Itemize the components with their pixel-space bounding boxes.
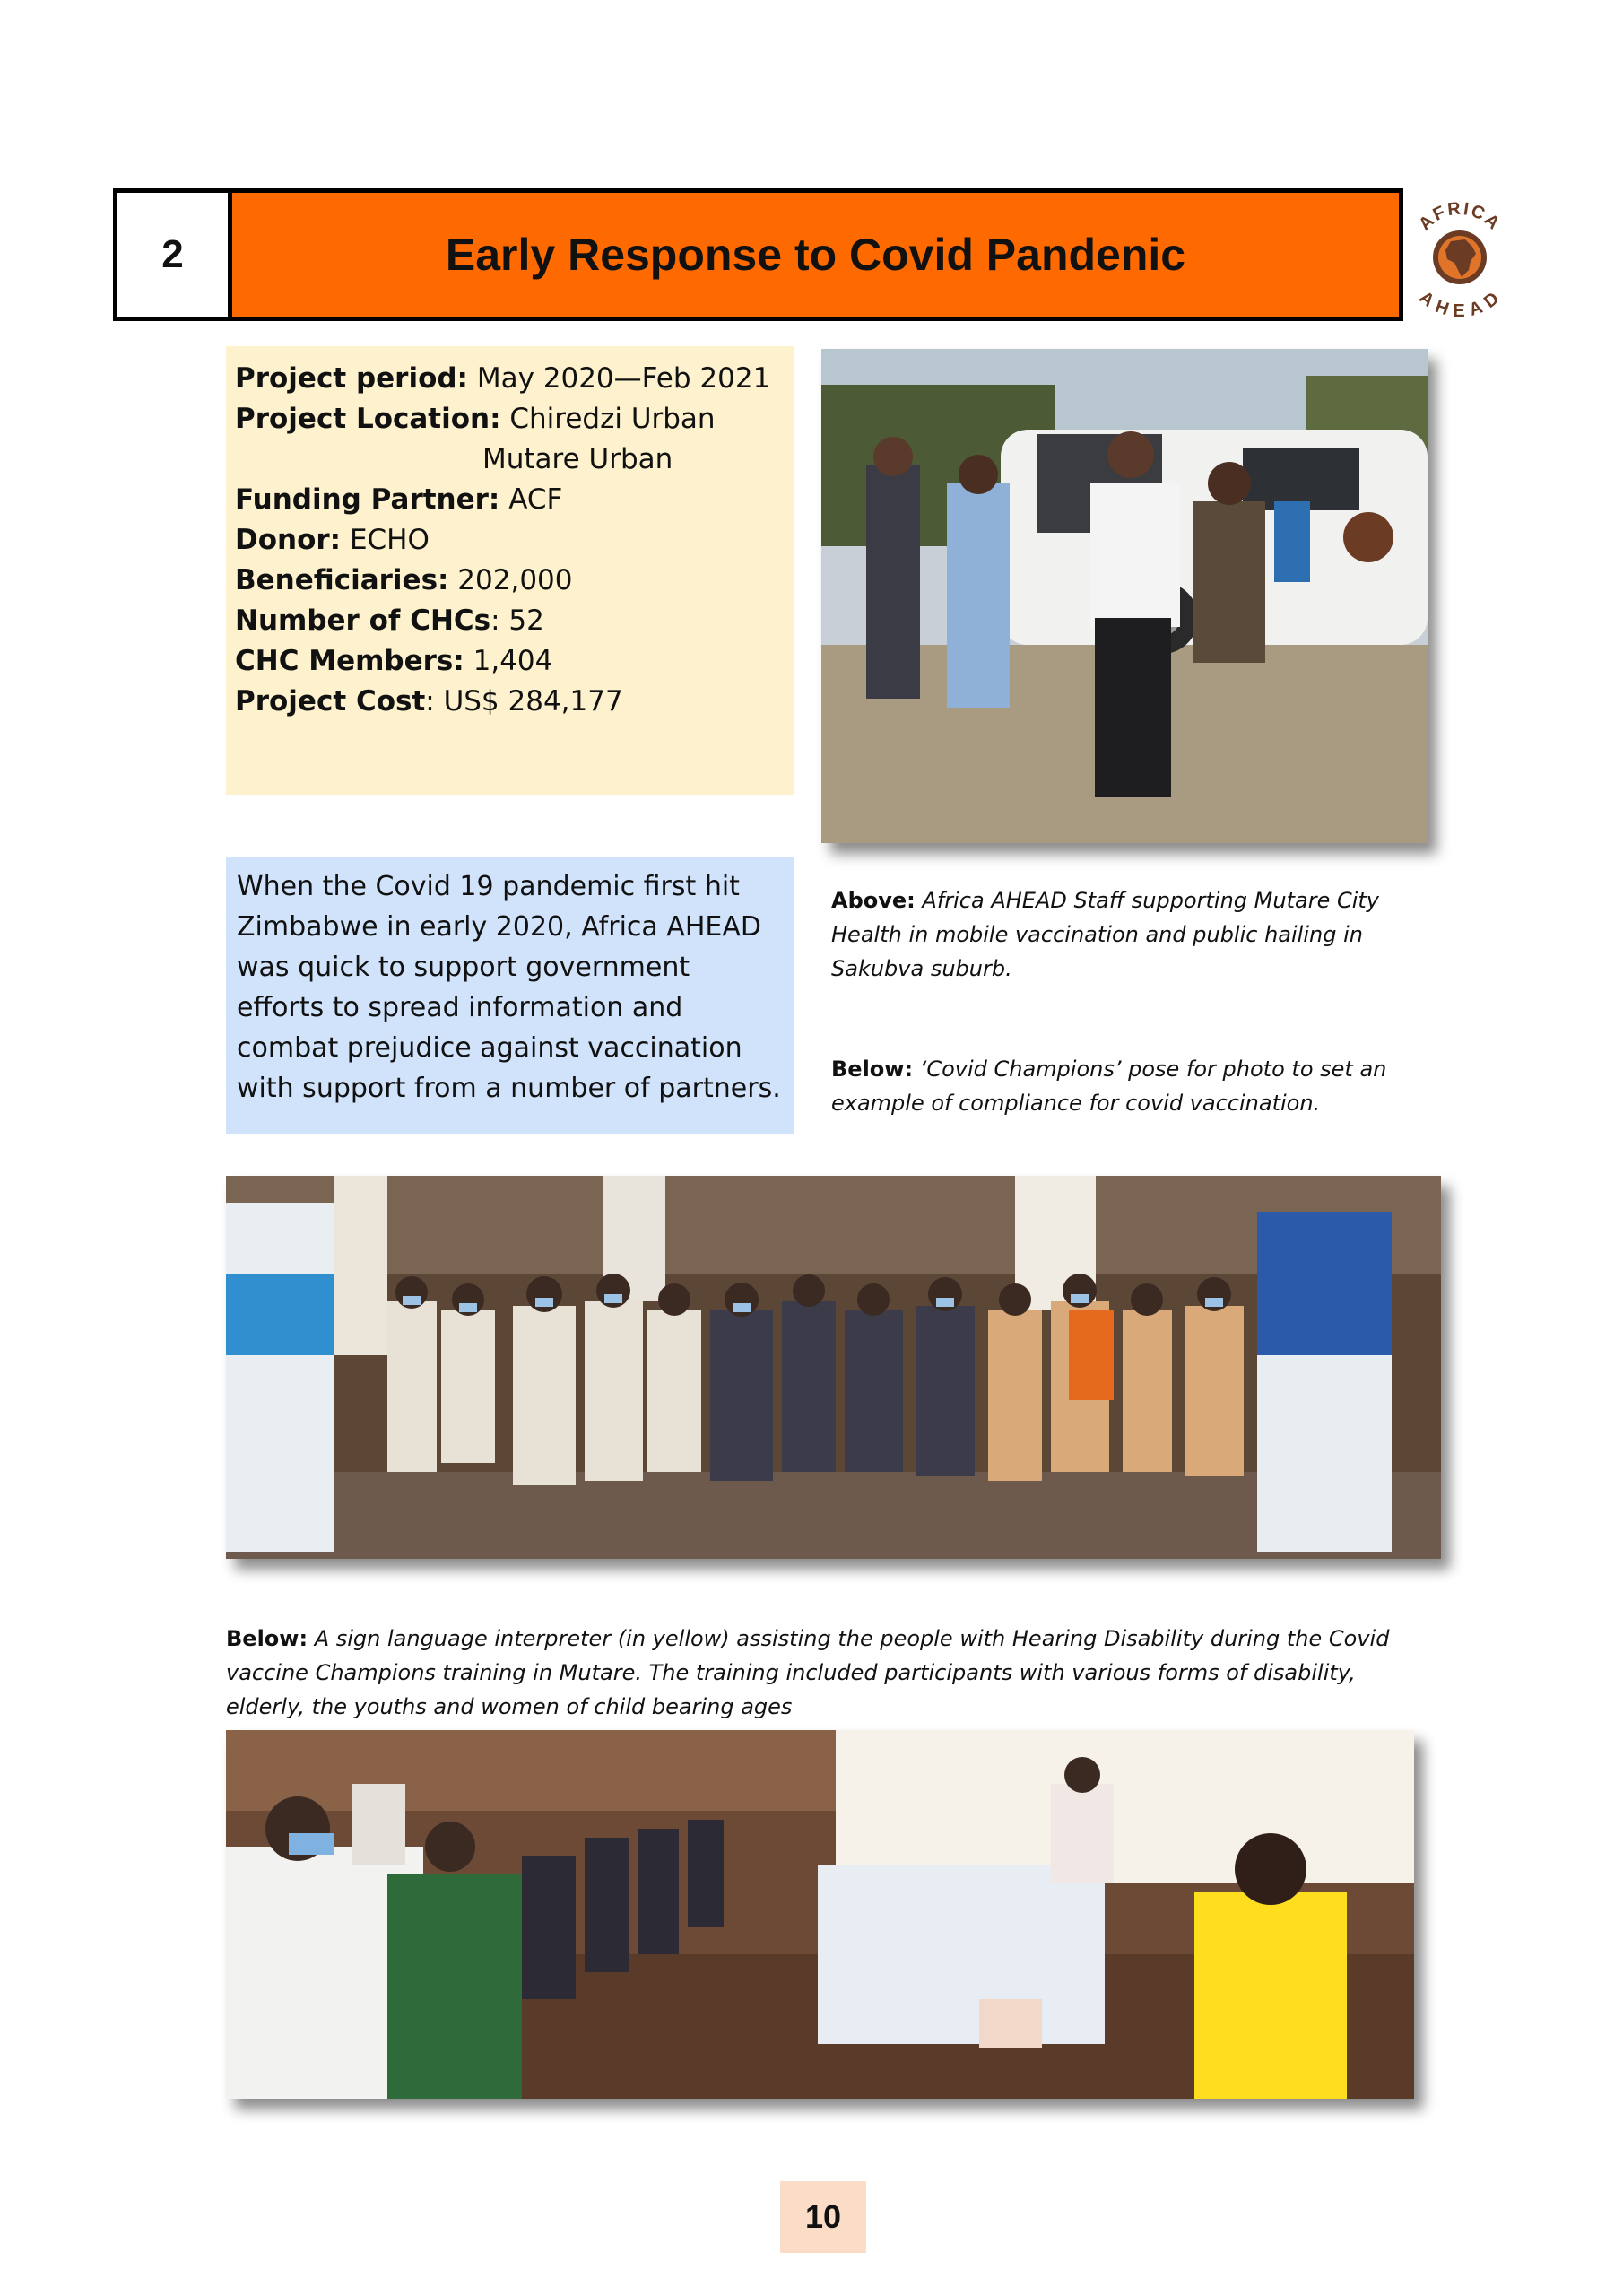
- page-title: Early Response to Covid Pandenic: [228, 188, 1403, 321]
- funding-partner-row: [235, 480, 785, 520]
- project-period-value: May 2020—Feb 2021: [467, 362, 771, 395]
- donor-row: [235, 520, 785, 561]
- caption-below-champions-label: Below:: [831, 1057, 914, 1082]
- chc-members-row: [235, 641, 785, 682]
- project-location-value-2: Mutare Urban: [482, 443, 673, 475]
- project-period-label: Project period:: [235, 362, 468, 395]
- beneficiaries-row: [235, 561, 785, 601]
- caption-above-label: Above:: [831, 888, 916, 913]
- caption-below-champions: [831, 1052, 1441, 1120]
- chcs-row: [235, 601, 785, 641]
- project-location-row-2: [235, 439, 785, 480]
- photo-mobile-vaccination: [821, 349, 1428, 843]
- chc-members-value: 1,404: [464, 645, 553, 677]
- beneficiaries-label: Beneficiaries:: [235, 564, 449, 596]
- photo-covid-champions-group: [226, 1176, 1441, 1559]
- caption-above-text: Africa AHEAD Staff supporting Mutare City Health in mobile vaccination and public hailing in Sakubva suburb.: [831, 888, 1380, 981]
- donor-value: ECHO: [341, 524, 430, 556]
- caption-below-champions-text: ‘Covid Champions’ pose for photo to set an example of compliance for covid vaccination.: [831, 1057, 1387, 1116]
- section-number: 2: [113, 188, 228, 321]
- project-cost-value: : US$ 284,177: [425, 685, 623, 718]
- project-location-label: Project Location:: [235, 403, 501, 435]
- svg-text:AFRICA: [1415, 199, 1505, 235]
- caption-below-sign-language-label: Below:: [226, 1626, 308, 1651]
- svg-text:AHEAD: [1415, 288, 1504, 321]
- caption-below-sign-language: [226, 1622, 1428, 1724]
- photo-sign-language-training: [226, 1730, 1414, 2099]
- project-location-value-1: Chiredzi Urban: [500, 403, 716, 435]
- project-location-row: [235, 399, 785, 439]
- beneficiaries-value: 202,000: [448, 564, 573, 596]
- logo-top-text: AFRICA: [1415, 198, 1505, 235]
- intro-panel: [226, 857, 794, 1134]
- caption-above: [831, 883, 1441, 986]
- caption-below-sign-language-text: A sign language interpreter (in yellow) assisting the people with Hearing Disability during the Covid vaccine Champions training in Mutare. The training included participants with various forms of disability, elderly, the youths and women of child bearing ages: [226, 1626, 1390, 1719]
- project-cost-row: [235, 682, 785, 722]
- logo-bottom-text: AHEAD: [1415, 287, 1505, 321]
- funding-partner-value: ACF: [499, 483, 563, 516]
- project-info-panel: [226, 346, 794, 795]
- chc-members-label: CHC Members:: [235, 645, 464, 677]
- donor-label: Donor:: [235, 524, 342, 556]
- page-number: 10: [780, 2181, 866, 2253]
- chcs-value: : 52: [490, 604, 544, 637]
- project-period-row: [235, 359, 785, 399]
- funding-partner-label: Funding Partner:: [235, 483, 500, 516]
- intro-text: When the Covid 19 pandemic first hit Zimbabwe in early 2020, Africa AHEAD was quick to support government efforts to spread information and combat prejudice against vaccination with support from a number of partners.: [237, 871, 781, 1104]
- chcs-label: Number of CHCs: [235, 604, 491, 637]
- africa-ahead-logo: [1406, 184, 1514, 327]
- project-cost-label: Project Cost: [235, 685, 426, 718]
